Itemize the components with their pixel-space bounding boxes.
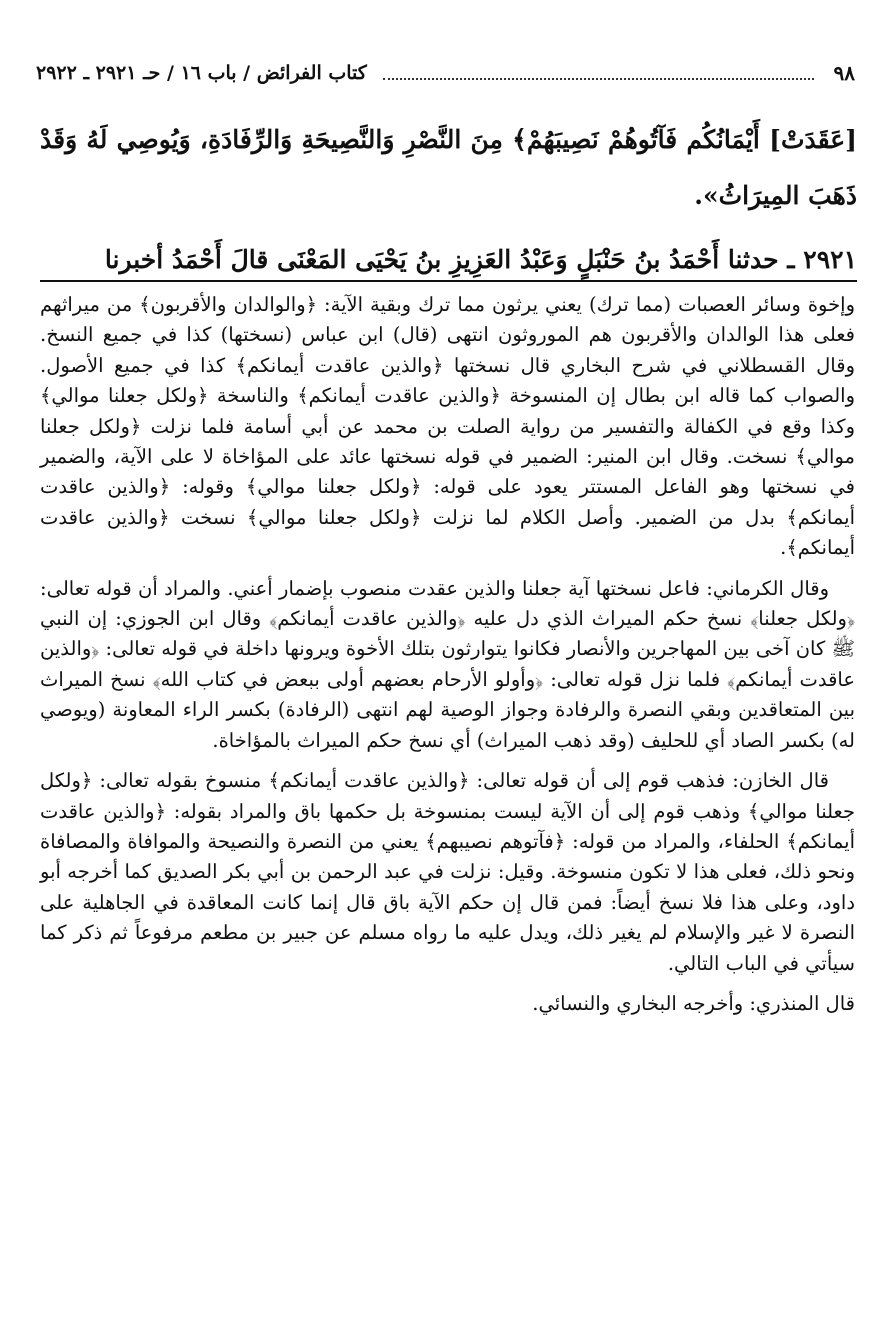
separator-rule <box>40 280 857 282</box>
running-header <box>36 56 855 90</box>
header-dot-leader <box>383 66 814 80</box>
running-title: كتاب الفرائض / باب ١٦ / حـ ٢٩٢١ ـ ٢٩٢٢ <box>36 62 367 84</box>
page-number: ٩٨ <box>833 61 855 85</box>
commentary-paragraph: قال الخازن: فذهب قوم إلى أن قوله تعالى: ﴿والذين عاقدت أيمانكم﴾ منسوخ بقوله تعالى: ﴿ولكل جعلنا موالي﴾ وذهب قوم إلى أن الآية ليست بمنسوخة بل حكمها باق والمراد بقوله: ﴿والذين عاقدت أيمانكم﴾ الحلفاء، والمراد من قوله: ﴿فآتوهم نصيبهم﴾ يعني من النصرة والنصيحة والموافاة والمصافاة ونحو ذلك، فعلى هذا لا تكون منسوخة. وقيل: نزلت في عبد الرحمن بن أبي بكر الصديق كما أخرجه أبو داود، وعلى هذا فلا نسخ أيضاً: فمن قال إن حكم الآية باق قال إنما كانت المعاقدة في الجاهلية على النصرة لا غير والإسلام لم يغير ذلك، ويدل عليه ما رواه مسلم عن جبير بن مطعم مرفوعاً ثم ذكر كما سيأتي في الباب التالي. <box>40 769 856 975</box>
commentary-paragraph: وقال الكرماني: فاعل نسختها آية جعلنا والذين عقدت منصوب بإضمار أعني. والمراد أن قوله تعالى: ﴿ولكل جعلنا﴾ نسخ حكم الميراث الذي دل عليه ﴿والذين عاقدت أيمانكم﴾ وقال ابن الجوزي: إن النبي ﷺ كان آخى بين المهاجرين والأنصار فكانوا يتوارثون بتلك الأخوة ويرونها داخلة في قوله تعالى: ﴿والذين عاقدت أيمانكم﴾ فلما نزل قوله تعالى: ﴿وأولو الأرحام بعضهم أولى ببعض في كتاب الله﴾ نسخ الميراث بين المتعاقدين وبقي النصرة والرفادة وجواز الوصية لهم انتهى (الرفادة) بكسر الراء المعاونة (ويوصي له) بكسر الصاد أي للحليف (وقد ذهب الميراث) أي نسخ حكم الميراث بالمؤاخاة. <box>40 576 855 752</box>
hadith-text <box>40 112 857 288</box>
hadith-text-line: [عَقَدَتْ] أَيْمَانُكُم فَآتُوهُمْ نَصِيبَهُمْ﴾ مِنَ النَّصْرِ وَالنَّصِيحَةِ وَالرِّفَادَةِ، وَيُوصِي لَهُ وَقَدْ ذَهَبَ المِيرَاثُ». <box>40 125 857 210</box>
commentary <box>40 290 855 1029</box>
hadith-2921-isnad: ٢٩٢١ ـ حدثنا أَحْمَدُ بنُ حَنْبَلٍ وَعَبْدُ العَزِيزِ بنُ يَحْيَى المَعْنَى قالَ أَحْمَدُ أخبرنا <box>104 245 857 274</box>
commentary-paragraph: قال المنذري: وأخرجه البخاري والنسائي. <box>532 991 855 1015</box>
commentary-paragraph: وإخوة وسائر العصبات (مما ترك) يعني يرثون مما ترك وبقية الآية: ﴿والوالدان والأقربون﴾ من ميراثهم فعلى هذا الوالدان والأقربون هم الموروثون انتهى (قال) ابن عباس (نسختها) كذا في جميع النسخ. وقال القسطلاني في شرح البخاري قال نسختها ﴿والذين عاقدت أيمانكم﴾ كذا في جميع الأصول. والصواب كما قاله ابن بطال إن المنسوخة ﴿والذين عاقدت أيمانكم﴾ والناسخة ﴿ولكل جعلنا موالي﴾ وكذا وقع في الكفالة والتفسير من رواية الصلت بن محمد عن أبي أسامة فلما نزلت ﴿ولكل جعلنا موالي﴾ نسخت. وقال ابن المنير: الضمير في قوله نسختها عائد على المؤاخاة لا على الآية، والضمير في نسختها وهو الفاعل المستتر يعود على قوله: ﴿ولكل جعلنا موالي﴾ وقوله: ﴿والذين عاقدت أيمانكم﴾ بدل من الضمير. وأصل الكلام لما نزلت ﴿ولكل جعلنا موالي﴾ نسخت ﴿والذين عاقدت أيمانكم﴾. <box>40 293 855 560</box>
